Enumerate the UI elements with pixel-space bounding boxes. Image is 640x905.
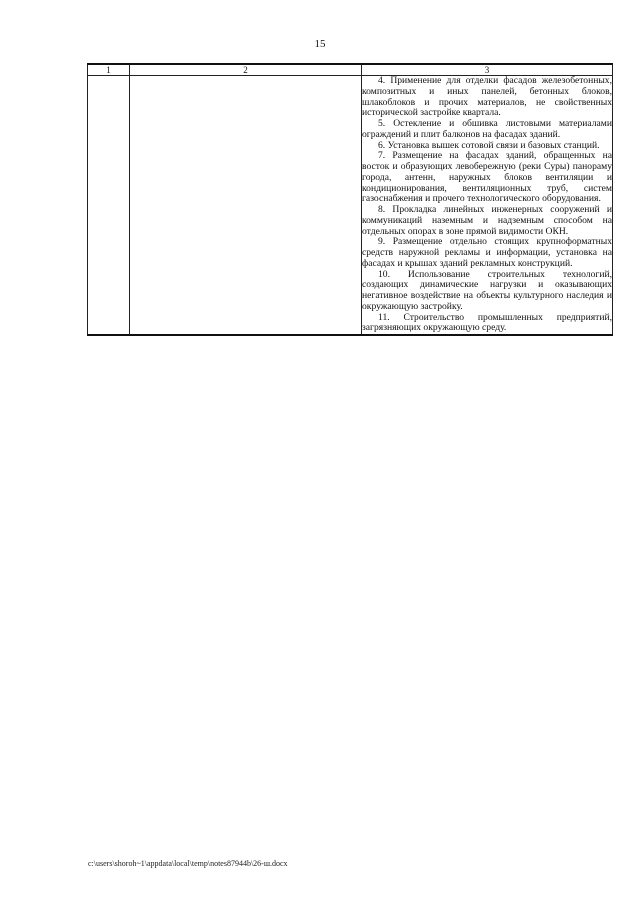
footer-file-path: c:\users\shoroh~1\appdata\local\temp\notes87944b\26-ш.docx bbox=[88, 859, 288, 868]
page-number: 15 bbox=[314, 38, 326, 50]
table-cell-col2 bbox=[130, 76, 362, 336]
restriction-item-11: 11. Строительство промышленных предприятий, загрязняющих окружающую среду. bbox=[362, 311, 612, 334]
column-header-3: 3 bbox=[362, 64, 613, 76]
restriction-item-9: 9. Размещение отдельно стоящих крупноформатных средств наружной рекламы и информации, установка на фасадах и крышах зданий рекламных конструкций. bbox=[362, 236, 612, 269]
table-header-row bbox=[88, 64, 613, 76]
restriction-item-4: 4. Применение для отделки фасадов железобетонных, композитных и иных панелей, бетонных блоков, шлакоблоков и прочих материалов, не свойственных исторической застройке квартала. bbox=[362, 75, 612, 119]
column-header-1: 1 bbox=[88, 64, 130, 76]
restriction-item-6: 6. Установка вышек сотовой связи и базовых станций. bbox=[378, 139, 600, 151]
table-cell-col3 bbox=[362, 76, 613, 336]
restriction-item-7: 7. Размещение на фасадах зданий, обращенных на восток и образующих левобережную (реки Суры) панораму города, антенн, наружных блоков вентиляции и кондиционирования, вентиляционных труб, систем газоснабжения и прочего технологического оборудования. bbox=[362, 150, 612, 205]
column-header-2: 2 bbox=[130, 64, 362, 76]
restriction-item-5: 5. Остекление и обшивка листовыми материалами ограждений и плит балконов на фасадах зданий. bbox=[362, 118, 612, 140]
restriction-item-8: 8. Прокладка линейных инженерных сооружений и коммуникаций наземным и надземным способом на отдельных опорах в зоне прямой видимости ОКН. bbox=[362, 204, 612, 237]
table-cell-col1 bbox=[88, 76, 130, 336]
table-row bbox=[88, 76, 613, 336]
restriction-item-10: 10. Использование строительных технологий, создающих динамические нагрузки и оказывающих негативное воздействие на объекты культурного наследия и окружающую застройку. bbox=[362, 268, 612, 312]
document-table bbox=[87, 63, 613, 336]
